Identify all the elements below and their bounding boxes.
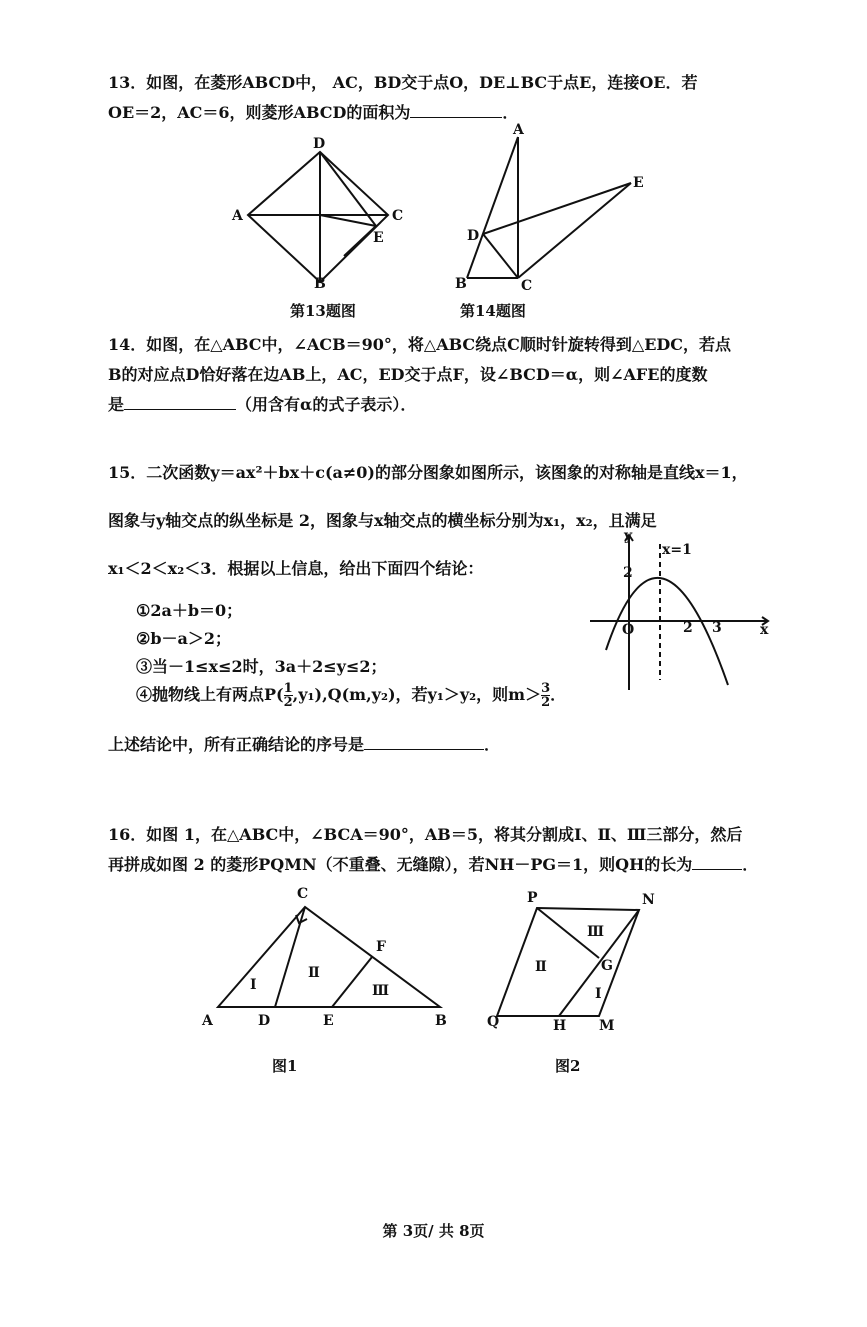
q15-graph: [590, 530, 780, 695]
q13-line-2: [108, 100, 518, 123]
q14-label-a: A: [513, 122, 524, 138]
q15-line-2: 图象与y轴交点的纵坐标是 2，图象与x轴交点的横坐标分别为x₁，x₂，且满足: [108, 511, 657, 530]
q14-line-3-start: 是: [108, 395, 125, 414]
q13-label-c: C: [392, 208, 404, 224]
q13-label-d: D: [313, 136, 326, 152]
q14-line-3-end: （用含有α的式子表示）．: [236, 395, 417, 414]
q16-fig1-part-ii: Ⅱ: [308, 965, 320, 981]
q15-conclusion-3: ③当－1≤x≤2时，3a＋2≤y≤2；: [136, 657, 387, 676]
q13-label-e: E: [373, 230, 384, 246]
q13-line-2-text: OE＝2，AC＝6，则菱形ABCD的面积为: [108, 103, 411, 122]
q16-fig2-h: H: [553, 1018, 567, 1034]
q16-fig1-part-iii: Ⅲ: [372, 983, 390, 999]
q15-c4-start: ④抛物线上有两点P(: [136, 685, 284, 704]
q15-y-label: y: [624, 528, 633, 544]
q14-label-d: D: [467, 228, 480, 244]
q14-answer-blank: [124, 395, 236, 410]
q15-x-label: x: [760, 622, 769, 638]
q16-fig1-e: E: [323, 1013, 334, 1029]
q15-c4-half-den: 2: [283, 695, 293, 710]
q16-line-2-text: 再拼成如图 2 的菱形PQMN（不重叠、无缝隙），若NH－PG＝1，则QH的长为: [108, 855, 693, 874]
q15-axis-label: x=1: [662, 542, 692, 558]
q15-c4-frac: [541, 682, 550, 709]
q14-caption: 第14题图: [460, 302, 526, 320]
q15-conclusion-2: ②b－a＞2；: [136, 629, 232, 648]
q15-ask: [108, 732, 500, 755]
q16-fig2-caption: 图2: [555, 1057, 581, 1075]
q13-line-1: 13．如图，在菱形ABCD中， AC，BD交于点O，DE⊥BC于点E，连接OE．若: [108, 73, 698, 92]
q14-line-3: [108, 392, 416, 415]
page-footer: 第 3页/ 共 8页: [382, 1222, 485, 1240]
q15-c4-half: [284, 682, 293, 709]
q16-fig1-part-i: Ⅰ: [250, 977, 257, 993]
q15-y2-label: 2: [623, 565, 633, 581]
q15-conclusion-4: [136, 682, 566, 709]
q16-fig2-part-i: Ⅰ: [595, 986, 602, 1002]
q16-line-1: 16．如图 1，在△ABC中，∠BCA＝90°，AB＝5，将其分割成Ⅰ、Ⅱ、Ⅲ三部分，然后: [108, 825, 743, 844]
q16-fig2-n: N: [642, 892, 655, 908]
q15-ask-text: 上述结论中，所有正确结论的序号是: [108, 735, 365, 754]
q16-fig2-p: P: [527, 890, 538, 906]
q16-fig2-part-iii: Ⅲ: [587, 924, 605, 940]
q16-fig1-c: C: [297, 886, 309, 902]
q16-fig2-q: Q: [487, 1014, 500, 1030]
q15-ask-end: ．: [484, 735, 501, 754]
q13-caption: 第13题图: [290, 302, 356, 320]
q16-figure-1: [200, 885, 450, 1035]
q15-line-1: 15．二次函数y＝ax²＋bx＋c(a≠0)的部分图象如图所示，该图象的对称轴是直线x＝1，: [108, 463, 748, 482]
q16-fig1-f: F: [376, 939, 386, 955]
q14-line-1: 14．如图，在△ABC中，∠ACB＝90°，将△ABC绕点C顺时针旋转得到△EDC，若点: [108, 335, 732, 354]
q15-c4-frac-num: 3: [541, 681, 551, 696]
q14-line-2: B的对应点D恰好落在边AB上，AC，ED交于点F，设∠BCD＝α，则∠AFE的度数: [108, 365, 708, 384]
q16-line-2: [108, 852, 758, 875]
q16-answer-blank: [692, 855, 742, 870]
q13-label-a: A: [232, 208, 243, 224]
q14-label-b: B: [455, 276, 467, 292]
q15-line-3: x₁＜2＜x₂＜3．根据以上信息，给出下面四个结论：: [108, 559, 484, 578]
q14-label-c: C: [521, 278, 533, 294]
q15-c4-half-num: 1: [283, 681, 293, 696]
q15-answer-blank: [364, 735, 484, 750]
q16-fig2-m: M: [599, 1018, 615, 1034]
q15-conclusion-1: ①2a＋b＝0；: [136, 601, 243, 620]
q13-answer-blank: [410, 103, 502, 118]
q13-figure: [230, 136, 410, 292]
q16-fig2-part-ii: Ⅱ: [535, 959, 547, 975]
q16-fig2-g: G: [601, 958, 613, 974]
q13-line-2-end: ．: [502, 103, 519, 122]
q15-x2-label: 2: [683, 620, 693, 636]
q16-fig1-b: B: [435, 1013, 447, 1029]
q16-fig1-d: D: [258, 1013, 271, 1029]
q16-figure-2: [487, 888, 677, 1038]
q14-label-e: E: [633, 175, 644, 191]
q16-line-2-end: ．: [742, 855, 759, 874]
q15-origin-label: O: [622, 622, 635, 638]
q15-c4-mid: ,y₁),Q(m,y₂)，若y₁＞y₂，则m＞: [292, 685, 542, 704]
q16-fig1-a: A: [202, 1013, 213, 1029]
q14-figure: [455, 122, 655, 300]
q15-c4-end: ．: [550, 685, 567, 704]
q15-c4-frac-den: 2: [541, 695, 551, 710]
q15-x3-label: 3: [712, 620, 722, 636]
q13-label-b: B: [314, 276, 326, 292]
q16-fig1-caption: 图1: [272, 1057, 298, 1075]
